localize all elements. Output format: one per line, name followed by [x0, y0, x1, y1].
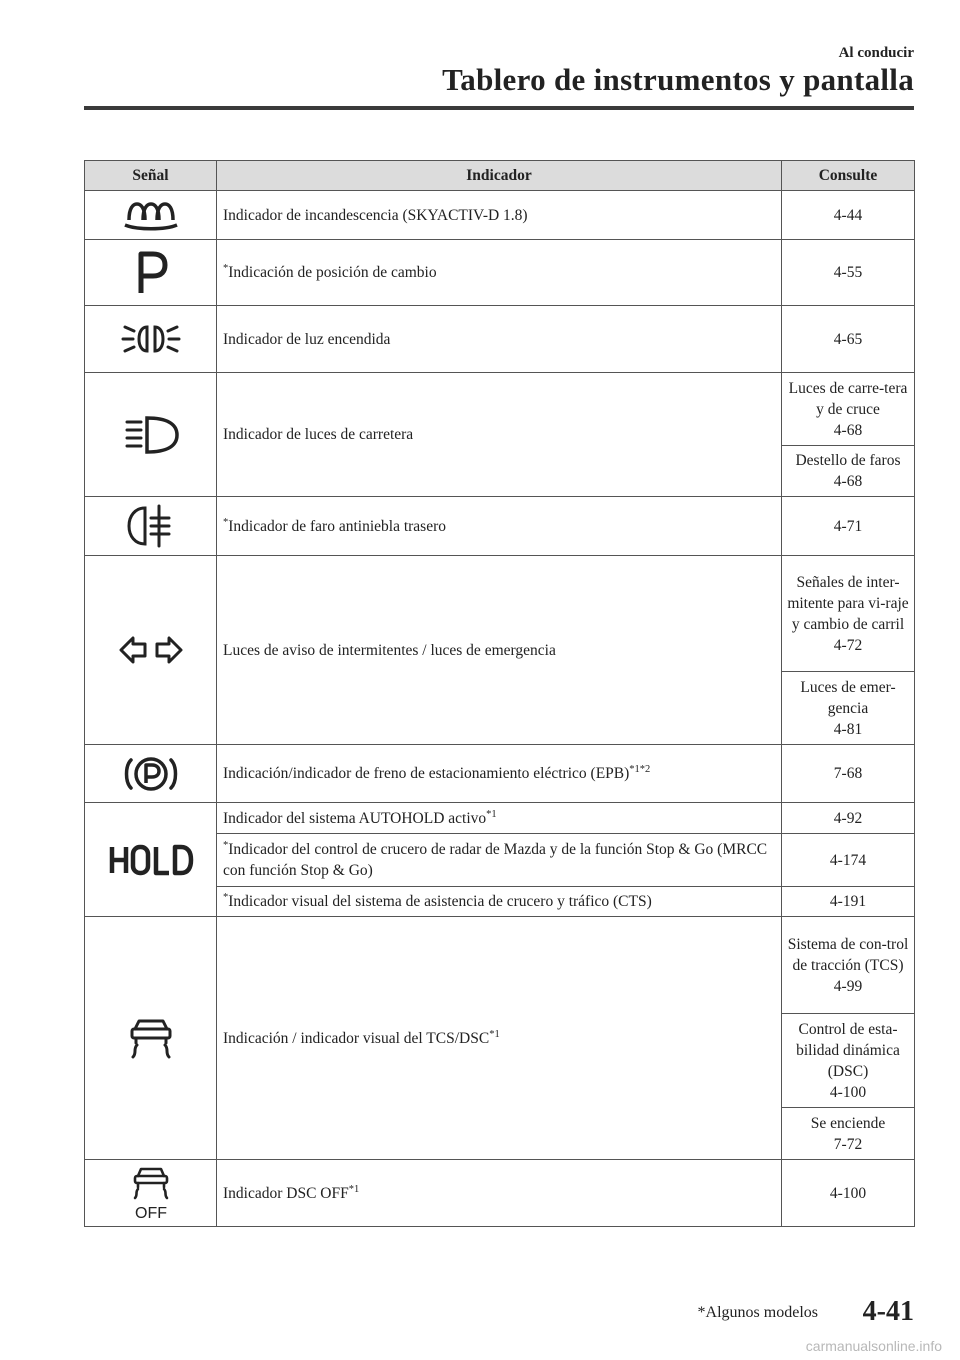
reference-page: 7-72 [833, 1135, 863, 1153]
table-row [85, 1160, 915, 1227]
reference-label: Luces de carre-tera y de cruce [788, 379, 908, 418]
tcs-dsc-icon [85, 917, 217, 1160]
footnote-ref: *1*2 [629, 763, 651, 775]
footnote-star: * [223, 891, 229, 903]
table-row [85, 556, 915, 672]
page-number: 4-41 [862, 1296, 914, 1327]
reference-page: 4-71 [782, 497, 915, 556]
reference-page: 4-65 [782, 306, 915, 373]
reference-label: Luces de emer-gencia [800, 678, 896, 717]
glow-plug-icon [85, 191, 217, 240]
footnote-star: * [223, 262, 229, 274]
table-row [85, 497, 915, 556]
dsc-off-icon [85, 1160, 217, 1227]
col-header-indicator: Indicador [217, 161, 782, 191]
reference-cell [782, 1014, 915, 1108]
signals-table [84, 160, 915, 1227]
reference-page: 4-44 [782, 191, 915, 240]
footnote-ref: *1 [348, 1183, 360, 1195]
indicator-text: Indicador de luz encendida [217, 306, 782, 373]
reference-page: 4-81 [833, 720, 863, 738]
high-beam-icon [85, 373, 217, 497]
table-row [85, 803, 915, 834]
reference-cell [782, 672, 915, 745]
indicator-text: Luces de aviso de intermitentes / luces de emergencia [217, 556, 782, 745]
indicator-text: *Indicador de faro antiniebla trasero [217, 497, 782, 556]
table-header-row [85, 161, 915, 191]
indicator-text: *Indicación de posición de cambio [217, 240, 782, 306]
page-header [84, 44, 914, 98]
table-row [85, 917, 915, 1014]
reference-page: 4-99 [833, 977, 863, 995]
indicator-text: Indicador DSC OFF$^{*1}$ [217, 1160, 782, 1227]
reference-label: Destello de faros [795, 452, 901, 469]
dsc-off-label: OFF [134, 1205, 167, 1221]
hold-icon [85, 803, 217, 917]
reference-page: 7-68 [782, 745, 915, 803]
col-header-signal: Señal [85, 161, 217, 191]
indicator-text: *Indicador del control de crucero de radar de Mazda y de la función Stop & Go (MRCC con función Stop & Go) [217, 834, 782, 887]
lights-on-icon [85, 306, 217, 373]
rear-fog-icon [85, 497, 217, 556]
indicator-text: Indicador de luces de carretera [217, 373, 782, 497]
shift-position-p-icon [85, 240, 217, 306]
indicator-text: Indicación/indicador de freno de estacionamiento eléctrico (EPB)$^{*1*2}$ [217, 745, 782, 803]
reference-cell [782, 373, 915, 446]
reference-cell [782, 556, 915, 672]
indicator-text: *Indicador visual del sistema de asistencia de crucero y tráfico (CTS) [217, 887, 782, 917]
reference-label: Señales de inter-mitente para vi-raje y cambio de carril [787, 573, 909, 633]
reference-cell [782, 1108, 915, 1160]
reference-label: Control de esta-bilidad dinámica (DSC) [796, 1020, 900, 1080]
reference-page: 4-72 [833, 636, 863, 654]
reference-label: Sistema de con-trol de tracción (TCS) [787, 935, 909, 974]
table-row [85, 240, 915, 306]
footnote-note: *Algunos modelos [697, 1304, 818, 1321]
reference-cell [782, 446, 915, 497]
section-label: Al conducir [838, 45, 914, 61]
reference-page: 4-191 [782, 887, 915, 917]
reference-page: 4-174 [782, 834, 915, 887]
page-title: Tablero de instrumentos y pantalla [442, 62, 914, 97]
footnote-star: * [223, 516, 229, 528]
footnote-star: * [223, 839, 229, 851]
indicator-text: Indicador de incandescencia (SKYACTIV-D 1.8) [217, 191, 782, 240]
table-row [85, 306, 915, 373]
page-footer [84, 1290, 914, 1330]
turn-signal-icon [85, 556, 217, 745]
reference-page: 4-100 [829, 1083, 867, 1101]
reference-page: 4-68 [833, 473, 863, 490]
indicator-text: Indicador del sistema AUTOHOLD activo$^{*1}$ [217, 803, 782, 834]
footnote-ref: *1 [489, 1028, 500, 1040]
reference-label: Se enciende [810, 1114, 886, 1132]
footnote-ref: *1 [486, 808, 497, 820]
parking-brake-icon [85, 745, 217, 803]
reference-page: 4-68 [833, 421, 863, 439]
table-row [85, 373, 915, 446]
table-row [85, 191, 915, 240]
reference-page: 4-100 [782, 1160, 915, 1227]
reference-page: 4-92 [782, 803, 915, 834]
reference-cell [782, 917, 915, 1014]
reference-page: 4-55 [782, 240, 915, 306]
indicator-text: Indicación / indicador visual del TCS/DSC$^{*1}$ [217, 917, 782, 1160]
table-row [85, 745, 915, 803]
header-rule [84, 106, 914, 110]
col-header-consult: Consulte [782, 161, 915, 191]
watermark: carmanualsonline.info [805, 1338, 942, 1354]
